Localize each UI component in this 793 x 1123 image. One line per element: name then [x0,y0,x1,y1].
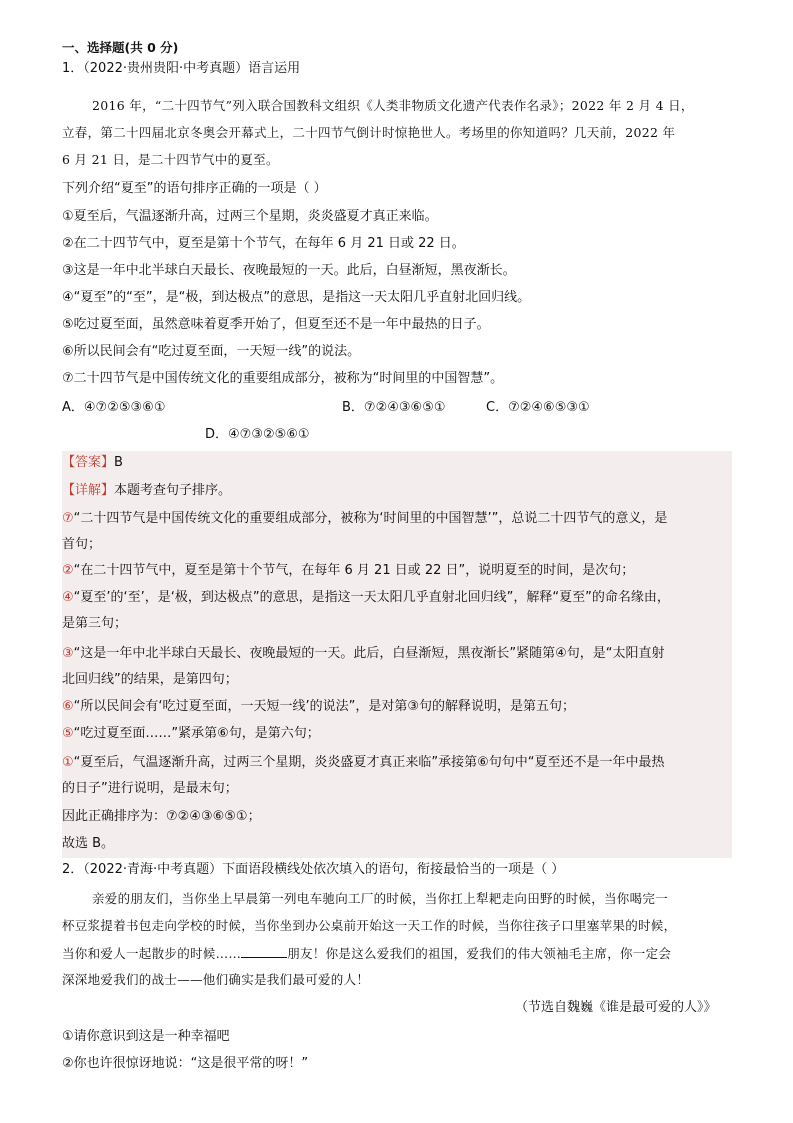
detail-line-2 [62,537,101,553]
detail-line-10 [62,755,665,771]
q1-sentence-4: ④“夏至”的“至”，是“极，到达极点”的意思，是指这一天太阳几乎直射北回归线。 [62,290,531,305]
detail-line-11 [62,781,238,797]
detail-text: “夏至’的‘至’，是‘极，到达极点”的意思，是指这一天太阳几乎直射北回归线”，解释“夏至”的命名缘由， [73,590,670,605]
q1-sentence-5: ⑤吃过夏至面，虽然意味着夏季开始了，但夏至还不是一年中最热的日子。 [62,317,490,332]
q2-sentence-2: ②你也许很惊讶地说：“这是很平常的呀！” [62,1056,309,1071]
detail-text: 的日子”进行说明，是最末句； [62,781,238,796]
detail-line-3 [62,563,634,579]
q1-option-c[interactable]: C．⑦②④⑥⑤③① [486,400,590,415]
detail-mark: ② [62,563,74,578]
detail-line-6 [62,646,665,662]
detail-line-12 [62,809,261,825]
q2-passage-line-3-text: 当你和爱人一起散步的时候…… [62,946,242,961]
q1-answer [62,455,123,471]
question-1-header: 1．（2022·贵州贵阳·中考真题）语言运用 [62,61,301,76]
answer-value: B [114,455,123,470]
section-title: 一、选择题(共 0 分) [62,40,179,55]
q2-source: （节选自魏巍《谁是最可爱的人》》 [515,1000,717,1015]
q1-sentence-1: ①夏至后，气温逐渐升高，过两三个星期，炎炎盛夏才真正来临。 [62,209,438,224]
detail-mark: ⑤ [62,726,74,741]
q2-source-text: （节选自魏巍《谁是最可爱的人》 [515,1000,704,1015]
question-2-header: 2．（2022·青海·中考真题）下面语段横线处依次填入的语句，衔接最恰当的一项是（ ） [62,862,565,877]
detail-text: 故选 B。 [62,836,115,851]
detail-line-9 [62,726,320,742]
q1-prompt: 下列介绍“夏至”的语句排序正确的一项是（ ） [62,181,327,196]
detail-text: “二十四节气是中国传统文化的重要组成部分，被称为‘时间里的中国智慧’”，总说二十四节气的意义，是 [73,511,668,526]
q1-passage-line-1: 2016 年，“二十四节气”列入联合国教科文组织《人类非物质文化遗产代表作名录》；2022 年 2 月 4 日， [92,98,694,113]
detail-text: 是第三句； [62,616,128,631]
detail-text: “吃过夏至面……”紧承第⑥句，是第六句； [73,726,320,741]
detail-mark: ① [62,755,74,770]
q1-sentence-6: ⑥所以民间会有“吃过夏至面，一天短一线”的说法。 [62,344,361,359]
detail-text: “夏至后，气温逐渐升高，过两三个星期，炎炎盛夏才真正来临”承接第⑥句句中“夏至还不是一年中最热 [73,755,665,770]
detail-text: 因此正确排序为：⑦②④③⑥⑤①； [62,809,261,824]
detail-text: “所以民间会有‘吃过夏至面，一天短一线’的说法”，是对第③句的解释说明，是第五句； [73,699,576,714]
q1-passage-line-3: 6 月 21 日，是二十四节气中的夏至。 [62,152,279,167]
detail-line-13 [62,836,114,852]
detail-mark: ③ [62,646,74,661]
q1-option-b[interactable]: B．⑦②④③⑥⑤① [342,400,446,415]
detail-line-8 [62,699,575,715]
detail-text: 北回归线”的结果，是第四句； [62,672,238,687]
q2-passage-line-4: 深深地爱我们的战士——他们确实是我们最可爱的人！ [62,972,370,987]
detail-line-4 [62,590,670,606]
detail-mark: ④ [62,590,74,605]
q1-passage-line-2: 立春，第二十四届北京冬奥会开幕式上，二十四节气倒计时惊艳世人。考场里的你知道吗？几天前，2022 年 [62,125,676,140]
q1-sentence-3: ③这是一年中北半球白天最长、夜晚最短的一天。此后，白昼渐短，黑夜渐长。 [62,263,516,278]
detail-text: “在二十四节气中，夏至是第十个节气，在每年 6 月 21 日或 22 日”，说明夏至的时间，是次句； [73,563,635,578]
q2-passage-line-1: 亲爱的朋友们，当你坐上早晨第一列电车驰向工厂的时候，当你扛上犁耙走向田野的时候，当你喝完一 [92,891,669,906]
detail-line-5 [62,616,127,632]
q1-option-a[interactable]: A．④⑦②⑤③⑥① [62,400,166,415]
q1-sentence-2: ②在二十四节气中，夏至是第十个节气，在每年 6 月 21 日或 22 日。 [62,236,465,251]
detail-line-1 [62,511,667,527]
q1-detail-intro [62,483,231,499]
q2-passage-line-3-rest: 朋友！你是这么爱我们的祖国，爱我们的伟大领袖毛主席，你一定会 [287,946,672,961]
detail-line-7 [62,672,238,688]
fill-in-blank[interactable] [241,945,287,958]
detail-mark: ⑦ [62,511,74,526]
answer-label: 【答案】 [62,455,115,470]
detail-intro-text: 本题考查句子排序。 [114,483,232,498]
q2-sentence-1: ①请你意识到这是一种幸福吧 [62,1029,230,1044]
detail-text: 首句； [62,537,102,552]
q2-passage-line-2: 杯豆浆提着书包走向学校的时候，当你坐到办公桌前开始这一天工作的时候，当你往孩子口里塞苹果的时候， [62,918,677,933]
detail-label: 【详解】 [62,483,115,498]
q2-passage-line-3 [62,945,671,962]
q1-sentence-7: ⑦二十四节气是中国传统文化的重要组成部分，被称为“时间里的中国智慧”。 [62,371,504,386]
detail-text: “这是一年中北半球白天最长、夜晚最短的一天。此后，白昼渐短，黑夜渐长”紧随第④句，是“太阳直射 [73,646,665,661]
detail-mark: ⑥ [62,699,74,714]
q1-option-d[interactable]: D．④⑦③②⑤⑥① [205,427,310,442]
